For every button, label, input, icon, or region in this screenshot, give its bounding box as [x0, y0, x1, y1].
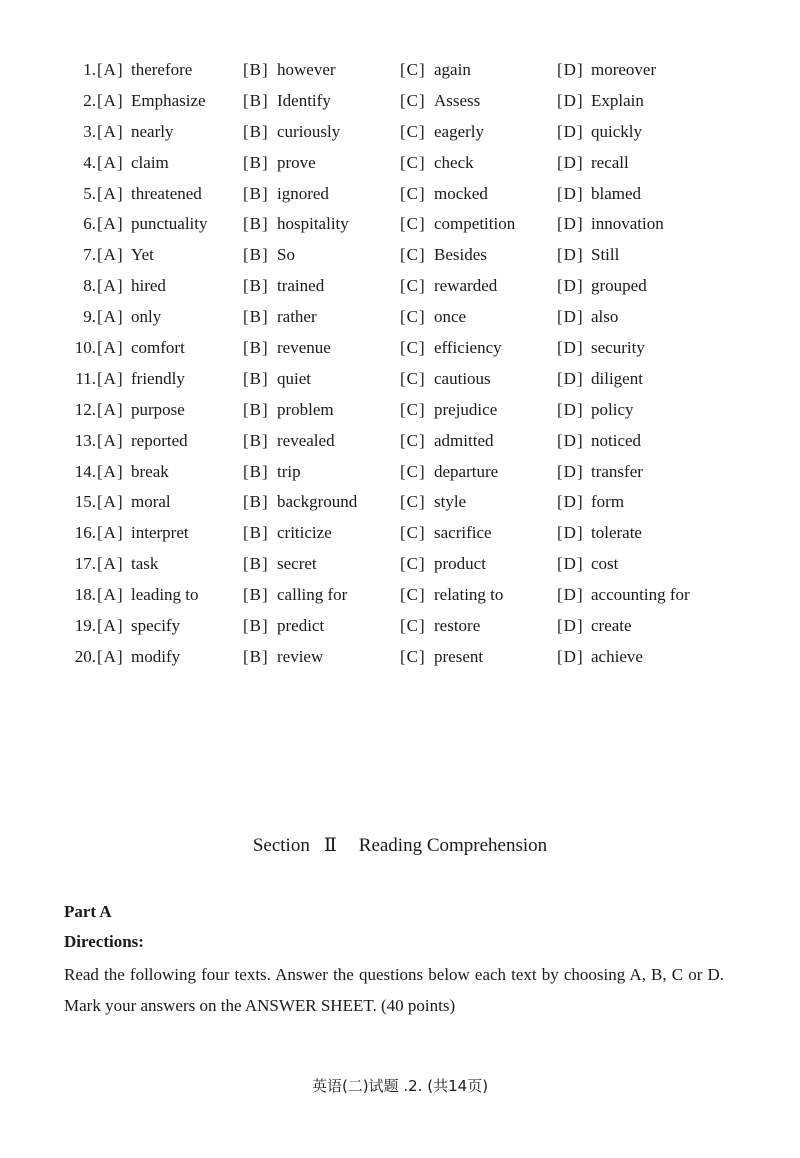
option-text: review [277, 646, 324, 666]
question-row [0, 271, 800, 302]
option-text: break [131, 461, 169, 481]
option-text: reported [131, 430, 188, 450]
option-a [97, 302, 161, 333]
option-b [243, 426, 335, 457]
option-text: background [277, 492, 358, 512]
option-letter: [C] [400, 214, 426, 234]
option-text: prejudice [434, 399, 498, 419]
option-letter: [C] [400, 523, 426, 543]
option-a [97, 240, 154, 271]
option-text: however [277, 60, 336, 79]
question-row [0, 55, 800, 86]
option-letter: [B] [243, 214, 269, 234]
question-row [0, 86, 800, 117]
option-d [557, 117, 642, 148]
option-b [243, 117, 340, 148]
option-a [97, 611, 180, 642]
option-letter: [A] [97, 245, 124, 265]
option-letter: [A] [97, 430, 124, 450]
option-a [97, 333, 185, 364]
question-row [0, 487, 800, 518]
option-letter: [B] [243, 646, 269, 666]
option-letter: [A] [97, 90, 124, 110]
option-b [243, 86, 331, 117]
question-number: 3. [83, 121, 96, 141]
option-text: transfer [591, 461, 643, 481]
option-letter: [B] [243, 90, 269, 110]
option-d [557, 457, 643, 488]
option-letter: [A] [97, 152, 124, 172]
option-letter: [C] [400, 554, 426, 574]
option-c [400, 487, 466, 518]
option-letter: [B] [243, 616, 269, 636]
option-text: create [591, 616, 632, 636]
option-text: mocked [434, 183, 488, 203]
option-b [243, 179, 329, 210]
question-row [0, 395, 800, 426]
option-letter: [B] [243, 60, 269, 79]
option-c [400, 611, 480, 642]
option-b [243, 240, 295, 271]
option-d [557, 426, 641, 457]
option-text: restore [434, 616, 481, 636]
option-text: innovation [591, 214, 664, 234]
page-footer: 英语(二)试题 .2. (共14页) [311, 1077, 489, 1095]
option-text: achieve [591, 646, 643, 666]
option-text: form [591, 492, 625, 512]
option-text: Still [591, 245, 620, 265]
question-number: 17. [74, 554, 96, 574]
question-row [0, 426, 800, 457]
option-b [243, 148, 316, 179]
option-d [557, 302, 618, 333]
option-text: accounting for [591, 585, 690, 605]
option-letter: [D] [557, 554, 584, 574]
option-text: product [434, 554, 486, 574]
option-a [97, 549, 158, 580]
option-letter: [C] [400, 646, 426, 666]
directions-text: Read the following four texts. Answer the questions below each text by choosing A, B, C or D. Mark your answers on the ANSWER SHEET. (40 points) [64, 965, 724, 1015]
option-letter: [D] [557, 616, 584, 636]
option-text: revenue [277, 338, 331, 358]
question-row [0, 302, 800, 333]
question-number: 1. [83, 60, 96, 79]
option-text: relating to [434, 585, 504, 605]
option-c [400, 55, 471, 86]
option-letter: [C] [400, 245, 426, 265]
option-text: blamed [591, 183, 642, 203]
option-text: noticed [591, 430, 642, 450]
option-text: claim [131, 152, 169, 172]
question-number: 6. [83, 214, 96, 234]
question-number: 8. [83, 276, 96, 296]
option-text: prove [277, 152, 316, 172]
option-d [557, 549, 618, 580]
option-letter: [B] [243, 430, 269, 450]
option-text: security [591, 338, 645, 358]
option-letter: [D] [557, 60, 584, 79]
option-a [97, 86, 206, 117]
option-b [243, 518, 332, 549]
option-c [400, 364, 491, 395]
question-row [0, 457, 800, 488]
option-letter: [A] [97, 183, 124, 203]
option-text: purpose [131, 399, 185, 419]
option-letter: [D] [557, 245, 584, 265]
question-number: 11. [75, 368, 96, 388]
option-text: Explain [591, 90, 644, 110]
option-letter: [A] [97, 60, 124, 79]
option-letter: [B] [243, 554, 269, 574]
question-row [0, 611, 800, 642]
option-text: Besides [434, 245, 487, 265]
option-letter: [A] [97, 585, 124, 605]
option-b [243, 209, 349, 240]
option-d [557, 55, 656, 86]
option-c [400, 271, 497, 302]
option-d [557, 209, 664, 240]
option-d [557, 518, 642, 549]
option-text: threatened [131, 183, 202, 203]
option-c [400, 179, 488, 210]
option-letter: [C] [400, 276, 426, 296]
section-roman: Ⅱ [323, 835, 337, 856]
option-letter: [B] [243, 121, 269, 141]
option-text: specify [131, 616, 181, 636]
option-letter: [B] [243, 307, 269, 327]
option-b [243, 580, 347, 611]
option-c [400, 148, 474, 179]
option-letter: [C] [400, 492, 426, 512]
option-letter: [B] [243, 276, 269, 296]
option-letter: [B] [243, 338, 269, 358]
option-letter: [A] [97, 399, 124, 419]
option-letter: [D] [557, 183, 584, 203]
option-text: grouped [591, 276, 647, 296]
options-list [0, 55, 800, 673]
option-letter: [D] [557, 214, 584, 234]
question-number: 13. [74, 430, 96, 450]
option-a [97, 148, 169, 179]
option-c [400, 518, 492, 549]
option-text: punctuality [131, 214, 208, 234]
option-c [400, 580, 503, 611]
option-letter: [A] [97, 338, 124, 358]
question-number: 18. [74, 585, 96, 605]
option-text: quickly [591, 121, 642, 141]
option-text: quiet [277, 368, 311, 388]
option-text: ignored [277, 183, 329, 203]
option-c [400, 333, 502, 364]
option-letter: [A] [97, 214, 124, 234]
option-text: Yet [131, 245, 154, 265]
option-letter: [D] [557, 646, 584, 666]
option-letter: [D] [557, 152, 584, 172]
option-b [243, 642, 323, 673]
option-letter: [B] [243, 585, 269, 605]
option-text: secret [277, 554, 317, 574]
option-letter: [D] [557, 338, 584, 358]
option-b [243, 457, 301, 488]
option-c [400, 302, 466, 333]
option-letter: [D] [557, 523, 584, 543]
option-text: moral [131, 492, 171, 512]
option-letter: [D] [557, 492, 584, 512]
question-number: 12. [74, 399, 96, 419]
option-c [400, 240, 487, 271]
option-b [243, 55, 336, 86]
option-text: comfort [131, 338, 185, 358]
option-letter: [A] [97, 307, 124, 327]
question-number: 19. [74, 616, 96, 636]
option-text: check [434, 152, 474, 172]
option-text: competition [434, 214, 516, 234]
option-letter: [C] [400, 90, 426, 110]
option-text: once [434, 307, 467, 327]
question-row [0, 580, 800, 611]
option-letter: [B] [243, 492, 269, 512]
option-text: problem [277, 399, 334, 419]
option-text: tolerate [591, 523, 642, 543]
option-d [557, 179, 641, 210]
question-row [0, 642, 800, 673]
option-text: interpret [131, 523, 189, 543]
option-letter: [C] [400, 585, 426, 605]
option-text: nearly [131, 121, 174, 141]
option-text: Assess [434, 90, 481, 110]
option-a [97, 55, 192, 86]
option-d [557, 86, 644, 117]
option-letter: [A] [97, 616, 124, 636]
option-letter: [D] [557, 307, 584, 327]
option-text: hired [131, 276, 166, 296]
option-c [400, 642, 483, 673]
option-a [97, 518, 189, 549]
question-number: 10. [74, 338, 96, 358]
option-text: rewarded [434, 276, 498, 296]
option-text: admitted [434, 430, 494, 450]
question-number: 7. [83, 245, 96, 265]
option-letter: [C] [400, 399, 426, 419]
question-number: 15. [74, 492, 96, 512]
option-text: efficiency [434, 338, 502, 358]
option-text: recall [591, 152, 629, 172]
option-d [557, 611, 632, 642]
option-text: policy [591, 399, 634, 419]
option-text: modify [131, 646, 181, 666]
option-letter: [C] [400, 616, 426, 636]
question-number: 4. [83, 152, 96, 172]
option-text: therefore [131, 60, 193, 79]
option-letter: [B] [243, 368, 269, 388]
option-letter: [D] [557, 430, 584, 450]
option-text: trip [277, 461, 301, 481]
section-label: Section [252, 835, 310, 856]
question-row [0, 179, 800, 210]
option-a [97, 457, 169, 488]
option-letter: [D] [557, 399, 584, 419]
question-row [0, 549, 800, 580]
option-text: moreover [591, 60, 657, 79]
option-text: revealed [277, 430, 335, 450]
option-letter: [C] [400, 307, 426, 327]
option-letter: [C] [400, 338, 426, 358]
option-c [400, 86, 480, 117]
question-row [0, 518, 800, 549]
question-number: 16. [74, 523, 96, 543]
option-letter: [D] [557, 90, 584, 110]
option-d [557, 333, 645, 364]
option-d [557, 364, 643, 395]
option-d [557, 642, 643, 673]
option-letter: [B] [243, 183, 269, 203]
option-c [400, 426, 493, 457]
option-letter: [C] [400, 461, 426, 481]
option-c [400, 209, 515, 240]
question-row [0, 333, 800, 364]
directions-label: Directions: [64, 932, 144, 951]
option-text: departure [434, 461, 499, 481]
option-text: criticize [277, 523, 332, 543]
option-a [97, 487, 171, 518]
option-b [243, 364, 311, 395]
option-c [400, 395, 497, 426]
question-number: 14. [74, 461, 96, 481]
option-d [557, 148, 629, 179]
option-a [97, 395, 185, 426]
option-text: sacrifice [434, 523, 492, 543]
option-text: friendly [131, 368, 185, 388]
option-a [97, 426, 188, 457]
option-b [243, 549, 317, 580]
option-b [243, 487, 357, 518]
option-text: rather [277, 307, 317, 327]
option-text: style [434, 492, 467, 512]
option-d [557, 240, 619, 271]
option-b [243, 302, 317, 333]
option-letter: [C] [400, 60, 426, 79]
option-a [97, 271, 166, 302]
option-letter: [A] [97, 523, 124, 543]
option-a [97, 209, 207, 240]
option-d [557, 580, 690, 611]
question-row [0, 117, 800, 148]
option-d [557, 395, 634, 426]
part-heading: Part A [64, 902, 112, 921]
option-letter: [B] [243, 152, 269, 172]
option-a [97, 179, 202, 210]
option-c [400, 457, 498, 488]
option-b [243, 395, 334, 426]
option-letter: [A] [97, 121, 124, 141]
option-letter: [A] [97, 646, 124, 666]
option-letter: [C] [400, 152, 426, 172]
option-c [400, 117, 484, 148]
option-d [557, 271, 647, 302]
option-text: also [591, 307, 619, 327]
option-letter: [C] [400, 430, 426, 450]
option-letter: [D] [557, 585, 584, 605]
question-number: 5. [83, 183, 96, 203]
section-title [0, 832, 800, 860]
option-a [97, 580, 199, 611]
option-letter: [D] [557, 276, 584, 296]
option-text: task [131, 554, 159, 574]
option-text: only [131, 307, 162, 327]
option-text: curiously [277, 121, 341, 141]
option-b [243, 333, 331, 364]
option-letter: [A] [97, 492, 124, 512]
option-letter: [C] [400, 368, 426, 388]
question-row [0, 364, 800, 395]
option-a [97, 364, 185, 395]
option-letter: [A] [97, 276, 124, 296]
question-row [0, 148, 800, 179]
option-letter: [D] [557, 121, 584, 141]
option-b [243, 611, 324, 642]
option-letter: [C] [400, 121, 426, 141]
option-letter: [A] [97, 368, 124, 388]
option-letter: [B] [243, 399, 269, 419]
option-text: Identify [277, 90, 331, 110]
option-a [97, 642, 180, 673]
option-text: again [434, 60, 471, 79]
option-letter: [A] [97, 554, 124, 574]
question-number: 9. [83, 307, 96, 327]
question-number: 20. [74, 646, 96, 666]
option-text: calling for [277, 585, 348, 605]
section-name: Reading Comprehension [358, 835, 548, 856]
option-text: So [277, 245, 295, 265]
option-text: eagerly [434, 121, 485, 141]
option-letter: [B] [243, 523, 269, 543]
option-text: leading to [131, 585, 199, 605]
option-letter: [B] [243, 461, 269, 481]
option-d [557, 487, 624, 518]
question-row [0, 209, 800, 240]
option-a [97, 117, 173, 148]
option-text: diligent [591, 368, 643, 388]
option-letter: [D] [557, 461, 584, 481]
option-text: Emphasize [131, 90, 206, 110]
option-text: predict [277, 616, 325, 636]
option-text: present [434, 646, 484, 666]
option-letter: [D] [557, 368, 584, 388]
option-text: trained [277, 276, 325, 296]
question-number: 2. [83, 90, 96, 110]
option-letter: [C] [400, 183, 426, 203]
option-b [243, 271, 324, 302]
question-row [0, 240, 800, 271]
option-text: hospitality [277, 214, 349, 234]
option-letter: [B] [243, 245, 269, 265]
option-text: cautious [434, 368, 491, 388]
option-letter: [A] [97, 461, 124, 481]
option-c [400, 549, 486, 580]
option-text: cost [591, 554, 619, 574]
